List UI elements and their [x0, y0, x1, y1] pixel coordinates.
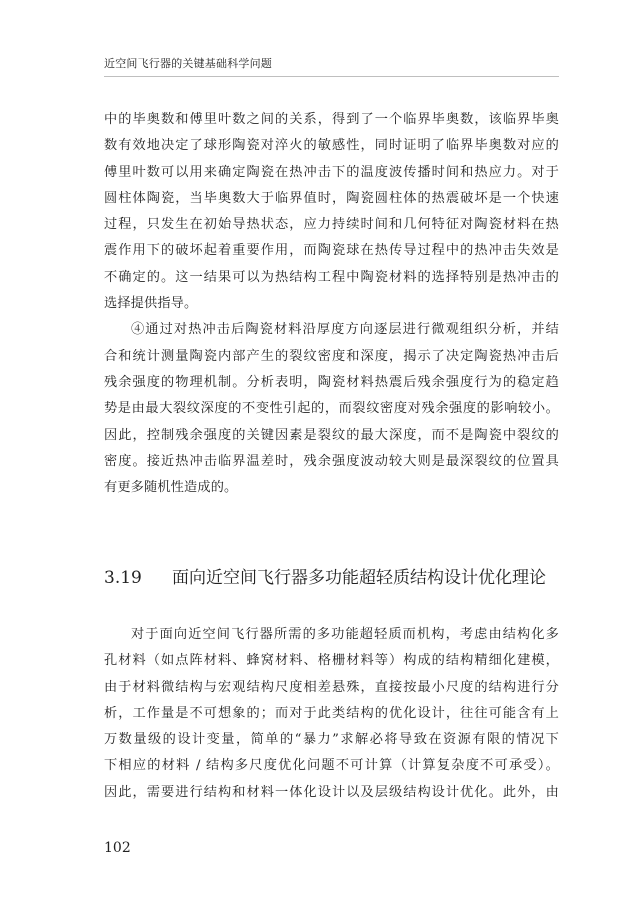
paragraph-line: 数有效地决定了球形陶瓷对淬火的敏感性，同时证明了临界毕奥数对应的 [104, 138, 559, 154]
running-header: 近空间飞行器的关键基础科学问题 [104, 57, 272, 70]
paragraph-line: 圆柱体陶瓷，当毕奥数大于临界值时，陶瓷圆柱体的热震破坏是一个快速 [104, 190, 559, 206]
paragraph-line: 对于面向近空间飞行器所需的多功能超轻质而机构，考虑由结构化多 [131, 627, 559, 642]
paragraph-line: 由于材料微结构与宏观结构尺度相差悬殊，直接按最小尺度的结构进行分 [104, 679, 559, 695]
paragraph-line: 因此，需要进行结构和材料一体化设计以及层级结构设计优化。此外，由 [104, 784, 559, 800]
paragraph-line: 有更多随机性造成的。 [104, 480, 238, 496]
paragraph-line: 析，工作量是不可想象的；而对于此类结构的优化设计，往往可能含有上 [104, 705, 559, 721]
paragraph-line: 选择提供指导。 [104, 296, 198, 312]
section-title: 面向近空间飞行器多功能超轻质结构设计优化理论 [172, 568, 546, 588]
page-number: 102 [104, 840, 131, 856]
paragraph-line: 残余强度的物理机制。分析表明，陶瓷材料热震后残余强度行为的稳定趋 [104, 374, 559, 390]
paragraph-line: ④通过对热冲击后陶瓷材料沿厚度方向逐层进行微观组织分析，并结 [131, 322, 559, 338]
paragraph-group-2 [104, 622, 559, 806]
paragraph-line: 密度。接近热冲击临界温差时，残余强度波动较大则是最深裂纹的位置具 [104, 453, 559, 469]
paragraph-line: 孔材料（如点阵材料、蜂窝材料、格栅材料等）构成的结构精细化建模， [104, 653, 559, 669]
paragraph-line: 万数量级的设计变量，简单的“暴力”求解必将导致在资源有限的情况下 [104, 732, 559, 748]
paragraph-line: 因此，控制残余强度的关键因素是裂纹的最大深度，而不是陶瓷中裂纹的 [104, 427, 559, 443]
section-number: 3.19 [104, 568, 142, 588]
section-heading [104, 565, 559, 591]
paragraph-line: 中的毕奥数和傅里叶数之间的关系，得到了一个临界毕奥数，该临界毕奥 [104, 112, 559, 127]
paragraph-line: 下相应的材料 / 结构多尺度优化问题不可计算（计算复杂度不可承受）。 [104, 758, 559, 774]
paragraph-line: 傅里叶数可以用来确定陶瓷在热冲击下的温度波传播时间和热应力。对于 [104, 164, 559, 180]
paragraph-line: 不确定的。这一结果可以为热结构工程中陶瓷材料的选择特别是热冲击的 [104, 269, 559, 285]
header-divider [104, 76, 559, 77]
paragraph-line: 合和统计测量陶瓷内部产生的裂纹密度和深度，揭示了决定陶瓷热冲击后 [104, 348, 559, 364]
paragraph-line: 震作用下的破坏起着重要作用，而陶瓷球在热传导过程中的热冲击失效是 [104, 243, 559, 259]
paragraph-group-1 [104, 107, 559, 501]
paragraph-line: 过程，只发生在初始导热状态，应力持续时间和几何特征对陶瓷材料在热 [104, 217, 559, 233]
paragraph-line: 势是由最大裂纹深度的不变性引起的，而裂纹密度对残余强度的影响较小。 [104, 401, 559, 417]
